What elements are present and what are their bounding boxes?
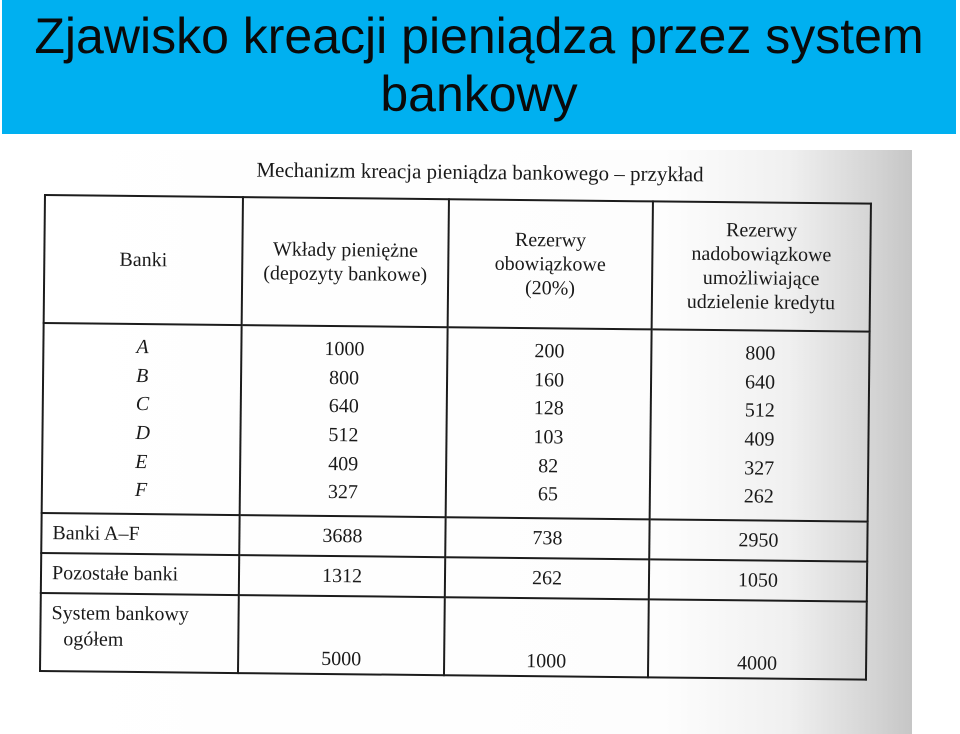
required-value: 82 [538, 454, 559, 477]
total-label [40, 593, 239, 673]
header-excess-line: Rezerwy [725, 219, 798, 242]
excess-value: 409 [744, 428, 775, 451]
bank-letter: F [134, 479, 148, 502]
bank-letters-cell [42, 323, 242, 515]
scanned-table-image [30, 150, 912, 734]
header-excess-line: nadobowiązkowe [691, 242, 832, 267]
header-required-reserves [448, 199, 653, 329]
other-banks-deposits: 1312 [239, 555, 445, 597]
subtotal-excess: 2950 [649, 519, 867, 561]
bank-letter: D [135, 421, 151, 445]
deposit-value: 640 [328, 395, 359, 418]
excess-value: 512 [744, 399, 775, 423]
required-value: 160 [533, 368, 565, 392]
subtotal-required: 738 [445, 517, 649, 559]
header-banks: Banki [44, 195, 243, 325]
excess-value: 800 [745, 342, 776, 365]
total-deposits: 5000 [238, 595, 445, 675]
deposits-cell [240, 325, 448, 517]
header-excess-reserves [652, 201, 871, 331]
total-required: 1000 [444, 597, 649, 677]
header-required-line: (20%) [524, 277, 576, 300]
header-required-line: obowiązkowe [494, 252, 606, 276]
total-row [40, 593, 867, 680]
bank-letter: C [135, 393, 150, 416]
required-value: 103 [533, 426, 564, 449]
total-label-line: System bankowy [51, 602, 189, 626]
subtotal-label: Banki A–F [41, 513, 239, 555]
deposit-value: 512 [328, 423, 359, 447]
excess-value: 262 [743, 485, 774, 508]
header-deposits-line: Wkłady pieniężne [272, 238, 419, 262]
required-value: 65 [537, 483, 558, 506]
title-bar [2, 0, 956, 134]
header-excess-line: umożliwiające [702, 266, 820, 291]
excess-value: 327 [744, 456, 775, 480]
excess-value: 640 [744, 371, 776, 394]
deposit-value: 409 [328, 452, 359, 475]
other-banks-label: Pozostałe banki [41, 553, 239, 595]
other-banks-required: 262 [445, 557, 649, 599]
subtotal-deposits: 3688 [239, 515, 445, 557]
bank-letter: E [135, 450, 148, 473]
bank-rows [42, 323, 870, 522]
deposit-value: 800 [328, 366, 360, 390]
header-deposits-line: (depozyty bankowe) [263, 262, 428, 287]
excess-reserves-cell [650, 329, 870, 521]
money-creation-table [39, 194, 872, 681]
deposit-value: 1000 [324, 338, 365, 361]
header-deposits [242, 197, 449, 327]
total-excess: 4000 [648, 599, 867, 679]
required-value: 128 [533, 397, 564, 420]
required-value: 200 [534, 340, 565, 363]
header-required-line: Rezerwy [514, 228, 587, 252]
header-excess-line: udzielenie kredytu [686, 290, 836, 315]
table-caption: Mechanizm kreacja pieniądza bankowego – przykład [256, 157, 704, 187]
total-label-line: ogółem [63, 628, 124, 651]
header-row [44, 195, 871, 332]
required-reserves-cell [446, 327, 652, 519]
slide-title: Zjawisko kreacji pieniądza przez system bankowy [34, 8, 924, 122]
bank-letter: B [135, 364, 149, 387]
other-banks-excess: 1050 [649, 559, 867, 601]
bank-letter: A [136, 336, 149, 359]
deposit-value: 327 [327, 481, 359, 504]
